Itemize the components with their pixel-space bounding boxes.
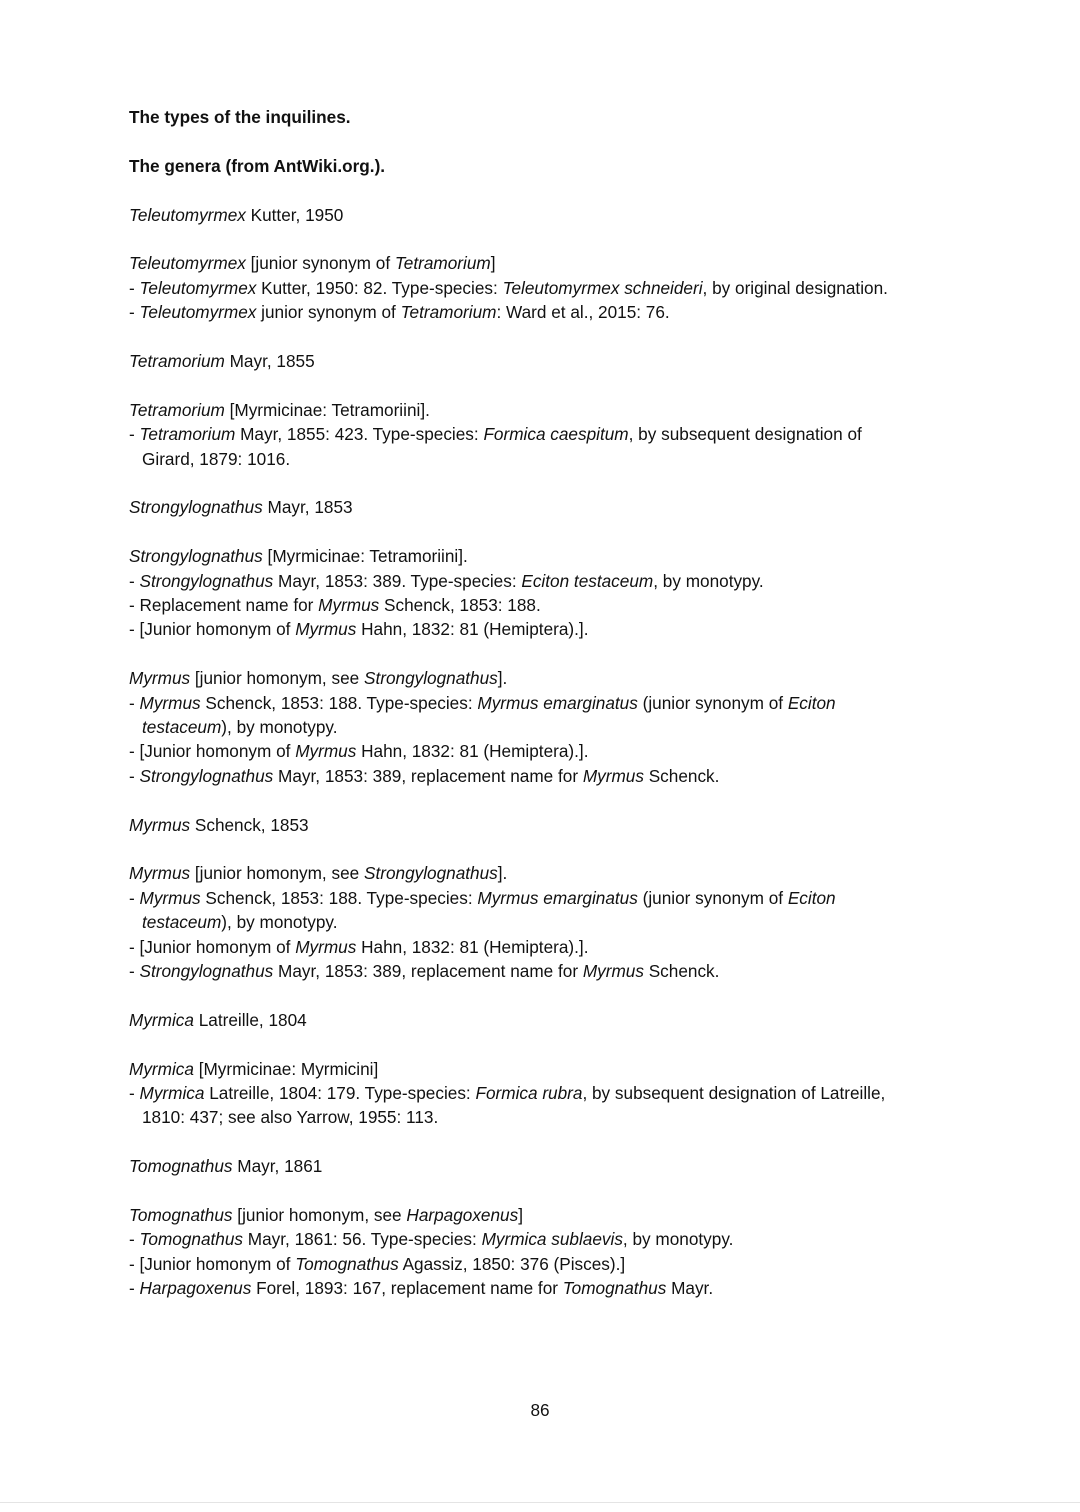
taxon-name: Teleutomyrmex schneideri — [502, 277, 703, 298]
text-run: - — [129, 302, 140, 323]
text-run: , by subsequent designation of Latreille, — [582, 1083, 886, 1104]
text-run: Girard, 1879: 1016. — [142, 448, 291, 469]
genus-title — [129, 1154, 1029, 1178]
genus-entry — [129, 1008, 1029, 1154]
entry-line — [129, 1081, 1029, 1105]
taxon-name: Myrmus — [318, 595, 380, 616]
text-run: Latreille, 1804 — [193, 1009, 307, 1030]
entry-line — [129, 447, 1029, 471]
text-run: [Myrmicinae: Myrmicini] — [193, 1058, 379, 1079]
taxon-name: Myrmus — [582, 765, 644, 786]
taxon-name: Myrmica — [139, 1083, 205, 1104]
entry-line — [129, 398, 1029, 422]
taxon-name: Myrmus — [295, 741, 357, 762]
spacer — [129, 129, 1029, 153]
taxon-name: Teleutomyrmex — [139, 277, 257, 298]
genera-list — [129, 203, 1029, 1301]
text-run: [junior homonym, see — [232, 1205, 407, 1226]
genus-title — [129, 813, 1029, 837]
genus-title — [129, 495, 1029, 519]
entry-line — [129, 1227, 1029, 1251]
text-run: Mayr, 1861: 56. Type-species: — [243, 1229, 482, 1250]
text-run: 1810: 437; see also Yarrow, 1955: 113. — [142, 1107, 439, 1128]
entry-line — [129, 593, 1029, 617]
text-run: - — [129, 961, 140, 982]
text-run: Mayr, 1861 — [232, 1156, 323, 1177]
taxon-name: Strongylognathus — [139, 570, 274, 591]
entry-line — [129, 617, 1029, 641]
taxon-name: Eciton testaceum — [521, 570, 654, 591]
entry-line — [129, 715, 1029, 739]
taxon-name: Tomognathus — [562, 1278, 667, 1299]
text-run: [junior homonym, see — [190, 863, 364, 884]
entry-line — [129, 276, 1029, 300]
taxon-name: Strongylognathus — [363, 863, 498, 884]
taxon-name: Myrmus — [129, 668, 191, 689]
taxon-name: Myrmus — [139, 887, 201, 908]
text-run: ] — [518, 1205, 523, 1226]
spacer — [129, 1130, 1029, 1154]
text-run: , by subsequent designation of — [628, 424, 862, 445]
taxon-name: Formica caespitum — [483, 424, 629, 445]
taxon-name: Myrmus emarginatus — [477, 887, 638, 908]
text-run: ), by monotypy. — [221, 912, 338, 933]
text-run: Hahn, 1832: 81 (Hemiptera).]. — [356, 619, 589, 640]
text-run: Mayr, 1853: 389. Type-species: — [273, 570, 522, 591]
spacer — [129, 642, 1029, 666]
spacer — [129, 1032, 1029, 1056]
text-run: ] — [490, 253, 496, 274]
text-run: Kutter, 1950: 82. Type-species: — [256, 277, 503, 298]
taxon-name: Tomognathus — [129, 1205, 233, 1226]
page-number: 86 — [530, 1400, 550, 1420]
taxon-name: Strongylognathus — [139, 765, 274, 786]
entry-line — [129, 861, 1029, 885]
genus-entry — [129, 495, 1029, 812]
spacer — [129, 1179, 1029, 1203]
text-run: ]. — [497, 668, 508, 689]
text-run: Mayr, 1853: 389, replacement name for — [273, 765, 583, 786]
taxon-name: Eciton — [787, 887, 836, 908]
text-run: Hahn, 1832: 81 (Hemiptera).]. — [356, 741, 589, 762]
text-run: Schenck, 1853 — [190, 814, 309, 835]
entry-line — [129, 251, 1029, 275]
text-run: Schenck, 1853: 188. Type-species: — [200, 692, 478, 713]
page-bottom-edge — [0, 1502, 1080, 1503]
taxon-name: Strongylognathus — [363, 668, 498, 689]
text-run: - — [129, 570, 140, 591]
entry-line — [129, 739, 1029, 763]
text-run: [Myrmicinae: Tetramoriini]. — [262, 546, 468, 567]
text-run: Schenck. — [643, 765, 720, 786]
text-run: Agassiz, 1850: 376 (Pisces).] — [398, 1253, 626, 1274]
entry-line — [129, 422, 1029, 446]
text-run: - [Junior homonym of — [129, 619, 296, 640]
taxon-name: Myrmus — [582, 961, 644, 982]
text-run: Mayr, 1855 — [224, 351, 315, 371]
text-run: , by monotypy. — [622, 1229, 734, 1250]
text-run: Latreille, 1804: 179. Type-species: — [204, 1083, 476, 1104]
taxon-name: Myrmica — [129, 1009, 194, 1030]
text-run: - — [129, 1229, 140, 1250]
spacer — [129, 373, 1029, 397]
entry-line — [129, 886, 1029, 910]
text-run: - — [129, 887, 140, 908]
taxon-name: Tetramorium — [129, 351, 225, 371]
genus-entry — [129, 349, 1029, 495]
taxon-name: Eciton — [787, 692, 836, 713]
text-run: [Myrmicinae: Tetramoriini]. — [224, 399, 430, 420]
taxon-name: Myrmica — [129, 1058, 194, 1079]
entry-line — [129, 1276, 1029, 1300]
text-run: - Replacement name for — [129, 595, 319, 616]
taxon-name: Tomognathus — [295, 1253, 399, 1274]
taxon-name: Myrmus emarginatus — [477, 692, 638, 713]
text-run: - [Junior homonym of — [129, 1253, 296, 1274]
entry-line — [129, 1203, 1029, 1227]
text-run: Schenck, 1853: 188. Type-species: — [200, 887, 478, 908]
taxon-name: Teleutomyrmex — [129, 253, 246, 274]
text-run: Hahn, 1832: 81 (Hemiptera).]. — [356, 936, 589, 957]
text-run: [junior homonym, see — [190, 668, 364, 689]
text-run: Mayr, 1853: 389, replacement name for — [273, 961, 583, 982]
text-run: - — [129, 765, 140, 786]
spacer — [129, 983, 1029, 1007]
section-heading-genera: The genera (from AntWiki.org.). — [129, 155, 386, 176]
entry-line — [129, 300, 1029, 324]
taxon-name: Myrmus — [295, 619, 357, 640]
genus-title — [129, 203, 1029, 227]
entry-line — [129, 764, 1029, 788]
entry-line — [129, 544, 1029, 568]
text-run: - — [129, 1278, 140, 1299]
genus-entry — [129, 813, 1029, 1008]
text-run: - — [129, 277, 140, 298]
entry-line — [129, 1252, 1029, 1276]
spacer — [129, 178, 1029, 202]
entry-line — [129, 935, 1029, 959]
text-run: Mayr, 1853 — [262, 497, 353, 518]
text-run: - [Junior homonym of — [129, 936, 296, 957]
taxon-name: Strongylognathus — [129, 546, 263, 567]
taxon-name: Tomognathus — [129, 1156, 233, 1177]
entry-line — [129, 910, 1029, 934]
text-run: - — [129, 692, 140, 713]
text-run: (junior synonym of — [637, 692, 788, 713]
taxon-name: Myrmus — [139, 692, 201, 713]
taxon-name: Myrmus — [129, 863, 191, 884]
taxon-name: Tetramorium — [139, 424, 236, 445]
taxon-name: testaceum — [142, 912, 222, 933]
taxon-name: testaceum — [142, 717, 222, 738]
taxon-name: Tetramorium — [394, 253, 491, 274]
genus-title — [129, 1008, 1029, 1032]
taxon-name: Strongylognathus — [129, 497, 263, 518]
text-run: , by monotypy. — [653, 570, 764, 591]
text-run: , by original designation. — [702, 277, 888, 298]
entry-line — [129, 1105, 1029, 1129]
text-run: - [Junior homonym of — [129, 741, 296, 762]
spacer — [129, 788, 1029, 812]
genus-entry — [129, 1154, 1029, 1300]
genus-entry — [129, 203, 1029, 349]
text-run: Schenck. — [643, 961, 720, 982]
taxon-name: Myrmus — [129, 814, 191, 835]
entry-line — [129, 569, 1029, 593]
taxon-name: Harpagoxenus — [139, 1278, 252, 1299]
text-run: Kutter, 1950 — [245, 204, 344, 225]
taxon-name: Myrmus — [295, 936, 357, 957]
text-run: Schenck, 1853: 188. — [379, 595, 541, 616]
text-run: Mayr. — [666, 1278, 714, 1299]
spacer — [129, 471, 1029, 495]
page-content — [129, 105, 1029, 1301]
taxon-name: Strongylognathus — [139, 961, 274, 982]
text-run: (junior synonym of — [637, 887, 788, 908]
taxon-name: Tetramorium — [129, 399, 225, 420]
text-run: [junior synonym of — [245, 253, 395, 274]
text-run: Mayr, 1855: 423. Type-species: — [235, 424, 484, 445]
text-run: ), by monotypy. — [221, 717, 338, 738]
entry-line — [129, 666, 1029, 690]
taxon-name: Formica rubra — [475, 1083, 583, 1104]
taxon-name: Tetramorium — [400, 302, 497, 323]
section-heading-types: The types of the inquilines. — [129, 107, 351, 127]
spacer — [129, 227, 1029, 251]
entry-line — [129, 691, 1029, 715]
spacer — [129, 325, 1029, 349]
taxon-name: Harpagoxenus — [406, 1205, 519, 1226]
entry-line — [129, 1057, 1029, 1081]
taxon-name: Teleutomyrmex — [129, 204, 246, 225]
taxon-name: Tomognathus — [139, 1229, 244, 1250]
genus-title — [129, 349, 1029, 373]
text-run: junior synonym of — [256, 302, 401, 323]
spacer — [129, 837, 1029, 861]
text-run: - — [129, 1083, 140, 1104]
taxon-name: Teleutomyrmex — [139, 302, 257, 323]
spacer — [129, 520, 1029, 544]
text-run: - — [129, 424, 140, 445]
text-run: : Ward et al., 2015: 76. — [496, 302, 670, 323]
text-run: Forel, 1893: 167, replacement name for — [251, 1278, 563, 1299]
taxon-name: Myrmica sublaevis — [481, 1229, 623, 1250]
entry-line — [129, 959, 1029, 983]
text-run: ]. — [497, 863, 508, 884]
